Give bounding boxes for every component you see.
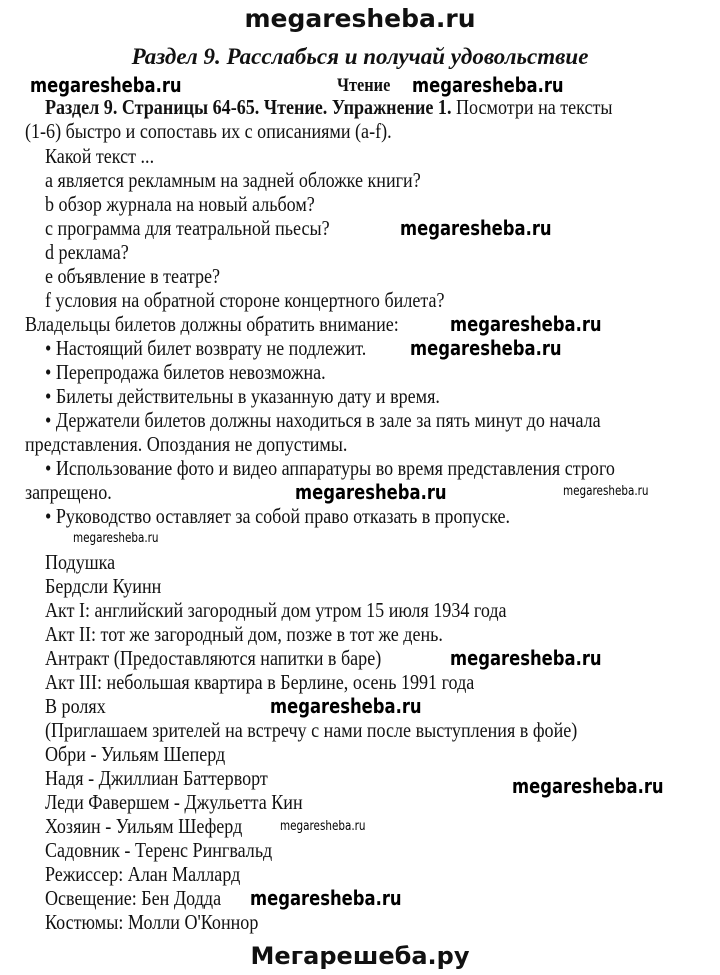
watermark: megaresheba.ru [400,216,552,240]
watermark: megaresheba.ru [250,886,402,910]
ticket-item: • Использование фото и видео аппаратуры во время представления строго [45,456,615,480]
programme-line: Акт II: тот же загородный дом, позже в тот же день. [45,622,443,646]
task-text: Посмотри на тексты [451,95,613,119]
programme-line: Акт III: небольшая квартира в Берлине, осень 1991 года [45,670,475,694]
programme-line: Освещение: Бен Додда [45,886,222,910]
task-line-2: (1-6) быстро и сопоставь их с описаниями (a-f). [25,119,392,143]
question: Какой текст ... [45,144,155,168]
ticket-heading: Владельцы билетов должны обратить внимание: [25,312,399,336]
programme-line: Костюмы: Молли О'Коннор [45,910,259,934]
programme-line: Бердсли Куинн [45,574,162,598]
footer-watermark: Мегарешеба.ру [250,942,470,970]
task-line-1 [45,96,613,118]
ticket-item: • Перепродажа билетов невозможна. [45,360,326,384]
option-d: d реклама? [45,240,129,264]
ticket-item-cont: представления. Опоздания не допустимы. [25,432,348,456]
watermark: megaresheba.ru [30,73,182,97]
ticket-item: • Настоящий билет возврату не подлежит. [45,336,367,360]
programme-line: Хозяин - Уильям Шеферд [45,814,243,838]
programme-line: Леди Фавершем - Джульетта Кин [45,790,303,814]
watermark: megaresheba.ru [512,774,664,798]
header-watermark: megaresheba.ru [244,4,476,33]
programme-line: Надя - Джиллиан Баттерворт [45,766,268,790]
watermark: megaresheba.ru [73,531,159,546]
option-b: b обзор журнала на новый альбом? [45,192,315,216]
watermark: megaresheba.ru [563,484,649,499]
programme-line: Обри - Уильям Шеперд [45,742,226,766]
watermark: megaresheba.ru [450,312,602,336]
programme-line: Садовник - Теренс Рингвальд [45,838,273,862]
programme-line: Подушка [45,550,116,574]
watermark: megaresheba.ru [412,73,564,97]
programme-line: Акт I: английский загородный дом утром 15 июля 1934 года [45,598,507,622]
task-heading: Раздел 9. Страницы 64-65. Чтение. Упражнение 1. [45,95,452,119]
ticket-item-cont: запрещено. [25,480,112,504]
option-e: e объявление в театре? [45,264,221,288]
programme-line: (Приглашаем зрителей на встречу с нами после выступления в фойе) [45,718,578,742]
watermark: megaresheba.ru [280,819,366,834]
option-c: c программа для театральной пьесы? [45,216,330,240]
watermark: megaresheba.ru [270,694,422,718]
option-a: a является рекламным на задней обложке книги? [45,168,421,192]
option-f: f условия на обратной стороне концертного билета? [45,288,445,312]
programme-line: В ролях [45,694,106,718]
ticket-item: • Руководство оставляет за собой право отказать в пропуске. [45,504,511,528]
page-title: Раздел 9. Расслабься и получай удовольствие [131,44,589,69]
subtitle: Чтение [337,75,391,96]
watermark: megaresheba.ru [410,336,562,360]
programme-line: Антракт (Предоставляются напитки в баре) [45,646,382,670]
programme-line: Режиссер: Алан Маллард [45,862,241,886]
ticket-item: • Билеты действительны в указанную дату и время. [45,384,440,408]
ticket-item: • Держатели билетов должны находиться в зале за пять минут до начала [45,408,601,432]
watermark: megaresheba.ru [295,480,447,504]
watermark: megaresheba.ru [450,646,602,670]
